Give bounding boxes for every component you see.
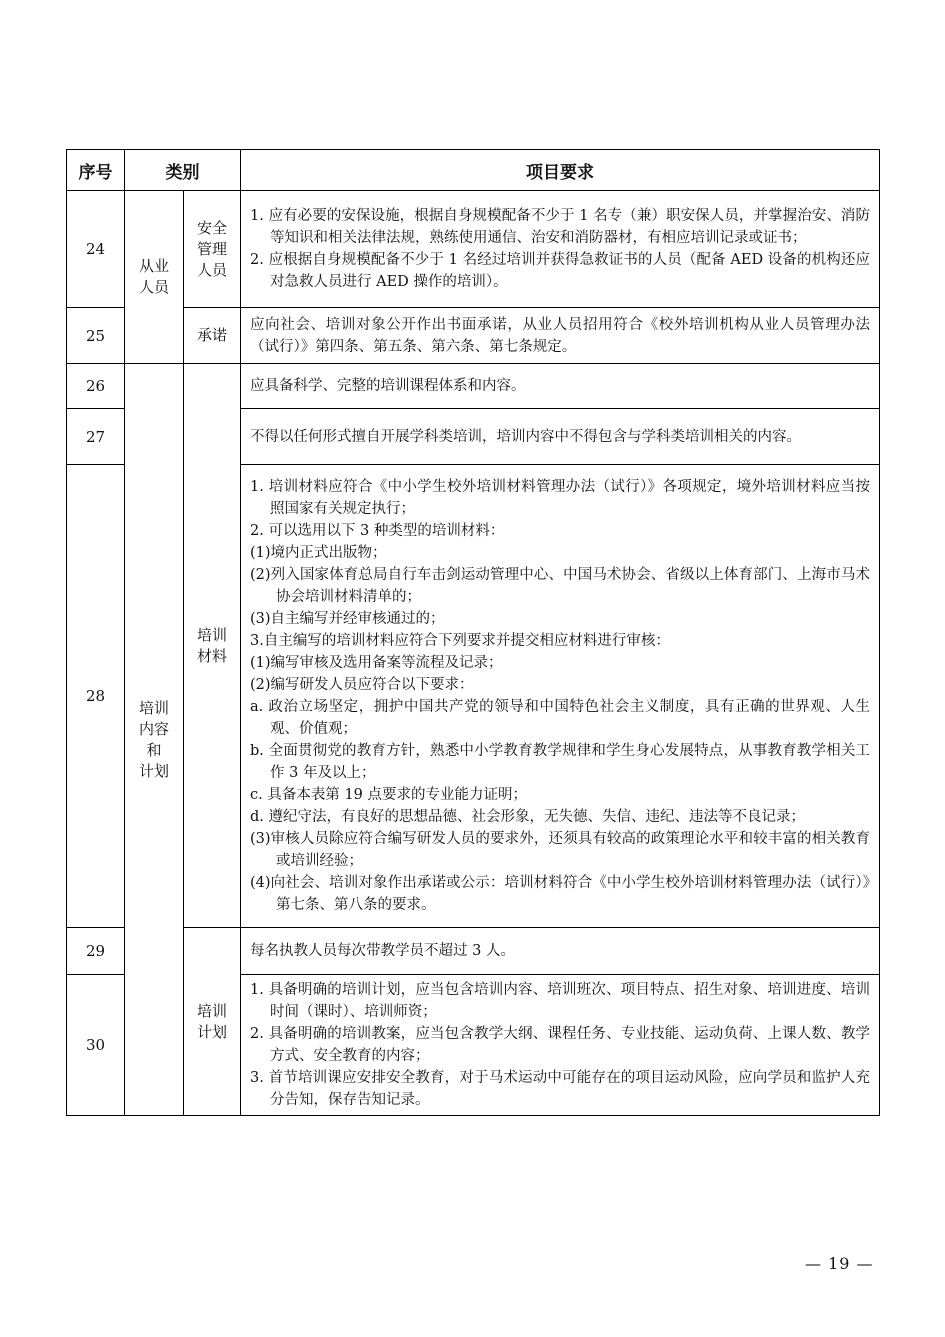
requirements-table (66, 149, 880, 1116)
requirement-line: 1. 培训材料应符合《中小学生校外培训材料管理办法（试行）》各项规定，境外培训材料应当按照国家有关规定执行； (250, 479, 870, 517)
subcat-label: 培训 (196, 625, 227, 644)
table-row (67, 928, 880, 975)
requirement-cell (241, 364, 880, 409)
subcat-materials (184, 364, 241, 928)
requirement-cell (241, 975, 880, 1116)
requirement-cell (241, 308, 880, 364)
subcat-label: 承诺 (196, 326, 227, 344)
group-label: 内容 (138, 719, 169, 738)
table-row (67, 191, 880, 308)
group-label: 和 (146, 740, 162, 759)
group-staff (125, 191, 184, 364)
subcat-label: 材料 (196, 646, 227, 665)
page-number: — 19 — (805, 1254, 874, 1273)
requirement-line: d. 遵纪守法，有良好的思想品德、社会形象，无失德、失信、违纪、违法等不良记录； (250, 809, 805, 825)
row-number: 25 (67, 308, 125, 364)
subcat-label: 安全 (196, 218, 227, 237)
requirement-text: 应向社会、培训对象公开作出书面承诺，从业人员招用符合《校外培训机构从业人员管理办法（试行）》第四条、第五条、第六条、第七条规定。 (250, 316, 870, 355)
requirement-text: 每名执教人员每次带教学员不超过 3 人。 (250, 943, 515, 959)
subcat-label: 计划 (196, 1022, 227, 1041)
row-number: 28 (67, 465, 125, 928)
requirement-text: 不得以任何形式擅自开展学科类培训，培训内容中不得包含与学科类培训相关的内容。 (250, 428, 801, 445)
requirement-line: 2. 可以选用以下 3 种类型的培训材料： (250, 523, 505, 539)
subcat-security (184, 191, 241, 308)
row-number: 30 (67, 975, 125, 1116)
table-row (67, 364, 880, 409)
row-number: 27 (67, 409, 125, 465)
requirement-line: (4)向社会、培训对象作出承诺或公示：培训材料符合《中小学生校外培训材料管理办法（试行）》第七条、第八条的要求。 (250, 875, 870, 913)
group-label: 培训 (138, 698, 169, 717)
requirement-line: 3.自主编写的培训材料应符合下列要求并提交相应材料进行审核： (250, 633, 670, 649)
requirement-line: c. 具备本表第 19 点要求的专业能力证明； (250, 787, 528, 803)
requirement-line: (3)审核人员除应符合编写研发人员的要求外，还须具有较高的政策理论水平和较丰富的相关教育或培训经验； (250, 831, 870, 869)
requirement-line: 2. 具备明确的培训教案，应当包含教学大纲、课程任务、专业技能、运动负荷、上课人数、教学方式、安全教育的内容； (250, 1026, 870, 1064)
subcat-pledge (184, 308, 241, 364)
group-training (125, 364, 184, 1116)
requirement-cell (241, 928, 880, 975)
requirement-cell (241, 191, 880, 308)
group-label: 人员 (138, 278, 169, 296)
requirement-line: (2)列入国家体育总局自行车击剑运动管理中心、中国马术协会、省级以上体育部门、上海市马术协会培训材料清单的； (250, 567, 870, 605)
row-number: 29 (67, 928, 125, 975)
requirement-line: b. 全面贯彻党的教育方针，熟悉中小学教育教学规律和学生身心发展特点，从事教育教学相关工作 3 年及以上； (250, 743, 870, 781)
group-label: 从业 (138, 257, 169, 275)
group-label: 计划 (138, 761, 169, 780)
table-row (67, 308, 880, 364)
row-number: 24 (67, 191, 125, 308)
requirement-line: 1. 具备明确的培训计划，应当包含培训内容、培训班次、项目特点、招生对象、培训进度、培训时间（课时）、培训师资； (250, 982, 870, 1020)
requirement-line: 2. 应根据自身规模配备不少于 1 名经过培训并获得急救证书的人员（配备 AED 设备的机构还应对急救人员进行 AED 操作的培训）。 (250, 252, 870, 290)
subcat-label: 人员 (196, 260, 227, 279)
requirement-line: (2)编写研发人员应符合以下要求： (250, 677, 474, 693)
requirement-line: 3. 首节培训课应安排安全教育，对于马术运动中可能存在的项目运动风险，应向学员和监护人充分告知，保存告知记录。 (250, 1070, 870, 1108)
requirement-text: 应具备科学、完整的培训课程体系和内容。 (250, 378, 526, 394)
requirement-line: (3)自主编写并经审核通过的； (250, 611, 445, 627)
requirement-cell (241, 465, 880, 928)
subcat-label: 培训 (196, 1001, 227, 1020)
requirement-line: 1. 应有必要的安保设施，根据自身规模配备不少于 1 名专（兼）职安保人员，并掌握治安、消防等知识和相关法律法规，熟练使用通信、治安和消防器材，有相应培训记录或证书； (250, 208, 870, 246)
header-requirements: 项目要求 (241, 150, 880, 191)
requirement-line: (1)境内正式出版物； (250, 545, 387, 561)
subcat-label: 管理 (196, 239, 227, 258)
requirement-line: a. 政治立场坚定，拥护中国共产党的领导和中国特色社会主义制度，具有正确的世界观、人生观、价值观； (250, 699, 870, 737)
requirement-cell (241, 409, 880, 465)
row-number: 26 (67, 364, 125, 409)
header-category: 类别 (125, 150, 241, 191)
header-no: 序号 (67, 150, 125, 191)
table-header-row (67, 150, 880, 191)
subcat-plan (184, 928, 241, 1116)
requirement-line: (1)编写审核及选用备案等流程及记录； (250, 655, 503, 671)
